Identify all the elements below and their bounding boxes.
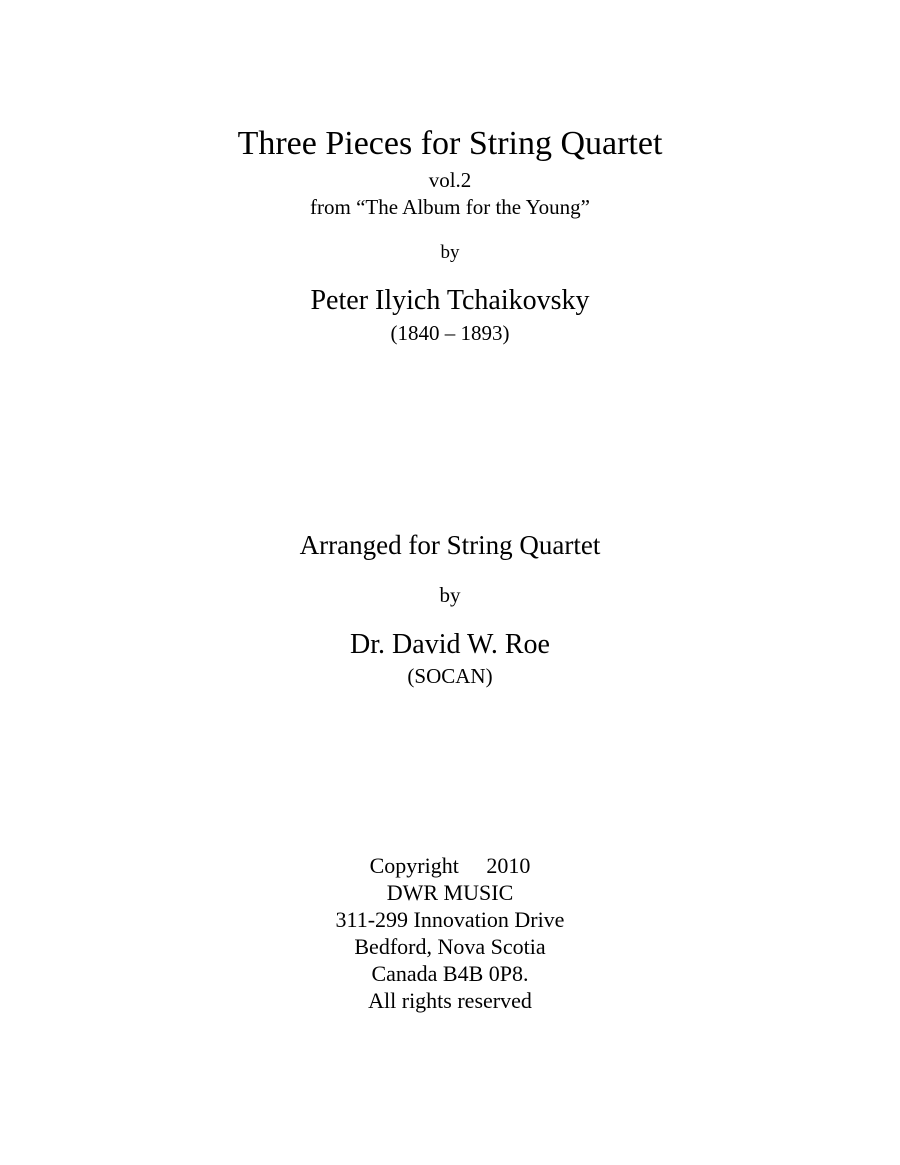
publisher-street: 311-299 Innovation Drive bbox=[335, 907, 565, 932]
publisher-country: Canada B4B 0P8. bbox=[371, 961, 529, 986]
composer-name: Peter Ilyich Tchaikovsky bbox=[310, 285, 590, 316]
volume-label: vol.2 bbox=[428, 168, 472, 192]
copyright-line: Copyright 2010 bbox=[369, 853, 531, 878]
arranger-name: Dr. David W. Roe bbox=[350, 629, 550, 660]
rights-statement: All rights reserved bbox=[368, 988, 532, 1013]
publisher-city: Bedford, Nova Scotia bbox=[354, 934, 546, 959]
composer-dates: (1840 – 1893) bbox=[390, 321, 510, 345]
source-line: from “The Album for the Young” bbox=[310, 195, 590, 219]
arrangement-label: Arranged for String Quartet bbox=[299, 530, 601, 560]
page-title: Three Pieces for String Quartet bbox=[237, 125, 663, 162]
by-label-composer: by bbox=[440, 242, 460, 263]
by-label-arranger: by bbox=[439, 583, 461, 607]
publisher-name: DWR MUSIC bbox=[386, 880, 514, 905]
arranger-affiliation: (SOCAN) bbox=[407, 664, 493, 688]
